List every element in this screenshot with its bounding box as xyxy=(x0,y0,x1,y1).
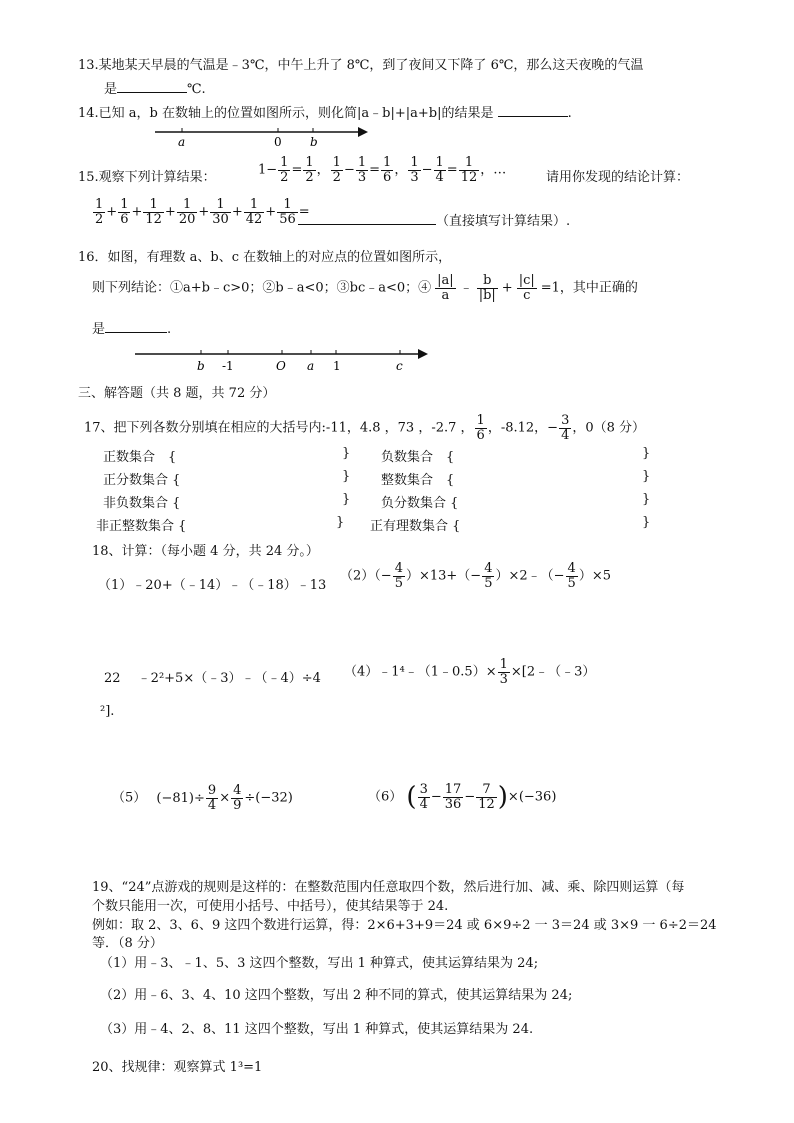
q16-answer-blank[interactable] xyxy=(105,332,167,333)
q17-close-3: } xyxy=(342,492,351,507)
q18-p3: 22 ﹣2²+5×（﹣3）﹣（﹣4）÷4 xyxy=(104,671,321,686)
q16-line3: 是 . xyxy=(92,322,172,337)
q16-line2: 则下列结论：①a+b﹣c>0；②b﹣a<0；③bc﹣a<0；④ $\frac{|a|}{a}$ ﹣ $\frac{b}{|b|}$ + $\frac{|c|}{c}$ =1，其中正确的 xyxy=(92,273,638,303)
q19-p2: （2）用﹣6、3、4、10 这四个整数，写出 2 种不同的算式，使其运算结果为 24; xyxy=(100,988,573,1003)
q18-title: 18、计算：（每小题 4 分，共 24 分。） xyxy=(92,544,319,559)
q19-line1: 19、“24”点游戏的规则是这样的：在整数范围内任意取四个数，然后进行加、减、乘、除四则运算（每 xyxy=(92,880,685,895)
q13-answer-blank[interactable] xyxy=(117,92,187,93)
svg-text:b: b xyxy=(197,359,205,373)
q15-after: （直接填写计算结果）. xyxy=(436,214,571,229)
q19-p1: （1）用﹣3、﹣1、5、3 这四个整数，写出 1 种算式，使其运算结果为 24; xyxy=(100,956,539,971)
q17-set-integer[interactable]: 整数集合 { xyxy=(381,473,455,488)
section-heading: 三、解答题（共 8 题，共 72 分） xyxy=(78,386,276,401)
q17-set-positive-rational[interactable]: 正有理数集合 { xyxy=(370,519,461,534)
q16-number-line xyxy=(130,342,430,374)
q17-close-4: } xyxy=(336,515,345,530)
q18-p6: （6） ( $\frac{3}{4}$ − $\frac{17}{36}$ − $\frac{7}{12}$ )×(−36) xyxy=(368,781,557,812)
q17-close-2r: } xyxy=(642,469,651,484)
q18-p2: （2）（− $\frac{4}{5}$ ）×13+（− $\frac{4}{5}$ ）×2﹣（− $\frac{4}{5}$ ）×5 xyxy=(340,561,611,591)
q13-suffix: ℃. xyxy=(187,82,206,97)
svg-text:a: a xyxy=(307,359,315,373)
q14-number-line xyxy=(150,122,370,150)
svg-text:-1: -1 xyxy=(222,359,234,373)
q18-p1: （1）﹣20+（﹣14）﹣（﹣18）﹣13 xyxy=(98,578,327,593)
q18-p4-cont: ²]. xyxy=(100,704,115,719)
svg-text:1: 1 xyxy=(333,359,341,373)
q17-set-negative[interactable]: 负数集合 { xyxy=(381,450,455,465)
q15-instruction: 请用你发现的结论计算： xyxy=(546,170,690,185)
q17-set-negative-close: } xyxy=(642,446,651,461)
q15-answer-line xyxy=(298,210,570,229)
q13-prefix: 是 xyxy=(104,82,118,97)
q15-ellipsis: ，… xyxy=(480,162,507,178)
q17-close-2: } xyxy=(342,469,351,484)
q15-prefix: 15.观察下列计算结果： xyxy=(78,170,216,185)
q17-set-positive[interactable]: 正数集合 { xyxy=(103,450,177,465)
q18-p5: （5） (−81)÷ $\frac{9}{4}$ × $\frac{4}{9}$ ÷(−32) xyxy=(112,783,293,813)
q14-label-b: b xyxy=(310,135,318,149)
q20-text: 20、找规律：观察算式 1³=1 xyxy=(92,1060,263,1075)
q16-line1: 16．如图，有理数 a、b、c 在数轴上的对应点的位置如图所示， xyxy=(78,250,452,265)
q13-line2 xyxy=(104,78,206,97)
q18-p4: （4）﹣1⁴﹣（1﹣0.5）× $\frac{1}{3}$ ×[2﹣（﹣3） xyxy=(344,657,596,687)
q17-close-4r: } xyxy=(642,515,651,530)
q16-line2-prefix: 则下列结论：①a+b﹣c>0；②b﹣a<0；③bc﹣a<0；④ xyxy=(92,280,432,296)
q17-set-positive-fraction[interactable]: 正分数集合 { xyxy=(103,473,181,488)
q17-close-3r: } xyxy=(642,492,651,507)
q19-p3: （3）用﹣4、2、8、11 这四个整数，写出 1 种算式，使其运算结果为 24. xyxy=(100,1022,534,1037)
q14-label-0: 0 xyxy=(274,135,282,149)
q17-set-negative-fraction[interactable]: 负分数集合 { xyxy=(381,496,459,511)
q14-label-a: a xyxy=(178,135,186,149)
q15-examples: 1− $\frac{1}{2}$ = $\frac{1}{2}$ ， $\frac{1}{2}$ − $\frac{1}{3}$ = $\frac{1}{6}$ ， $\frac{1}{3}$ − $\frac{1}{4}$ = $\frac{1}{12}$ ，… xyxy=(258,155,507,185)
svg-text:c: c xyxy=(396,359,403,373)
q15-answer-blank[interactable] xyxy=(298,224,436,225)
q19-line4: 等．（8 分） xyxy=(92,936,163,951)
q19-line2: 个数只能用一次，可使用小括号、中括号），使其结果等于 24. xyxy=(92,899,449,914)
q16-line2-suffix: =1，其中正确的 xyxy=(540,280,638,296)
q17-title: 17、把下列各数分别填在相应的大括号内:-11，4.8 ，73 ，-2.7 ， $\frac{1}{6}$ ，-8.12，− $\frac{3}{4}$ ，0（8 分） xyxy=(84,413,646,443)
q17-set-nonpositive-integer[interactable]: 非正整数集合 { xyxy=(96,519,187,534)
svg-text:O: O xyxy=(276,359,286,373)
q13-line1: 13.某地某天早晨的气温是﹣3℃，中午上升了 8℃，到了夜间又下降了 6℃，那么这天夜晚的气温 xyxy=(78,58,644,73)
q17-set-nonnegative[interactable]: 非负数集合 { xyxy=(103,496,181,511)
q15-sum: $\frac{1}{2}$ + $\frac{1}{6}$ + $\frac{1}{12}$ + $\frac{1}{20}$ + $\frac{1}{30}$ + $\frac{1}{42}$ + $\frac{1}{56}$ = xyxy=(95,197,310,227)
q19-line3: 例如：取 2、3、6、9 这四个数进行运算，得：2×6+3+9＝24 或 6×9÷2 一 3＝24 或 3×9 一 6÷2＝24 xyxy=(92,918,717,933)
q17-set-positive-close: } xyxy=(342,446,351,461)
q14-end: . xyxy=(567,106,572,121)
q14-question: 14.已知 a，b 在数轴上的位置如图所示，则化简|a﹣b|+|a+b|的结果是 xyxy=(78,106,494,121)
q14-answer-blank[interactable] xyxy=(498,116,568,117)
q14-text xyxy=(78,102,572,121)
